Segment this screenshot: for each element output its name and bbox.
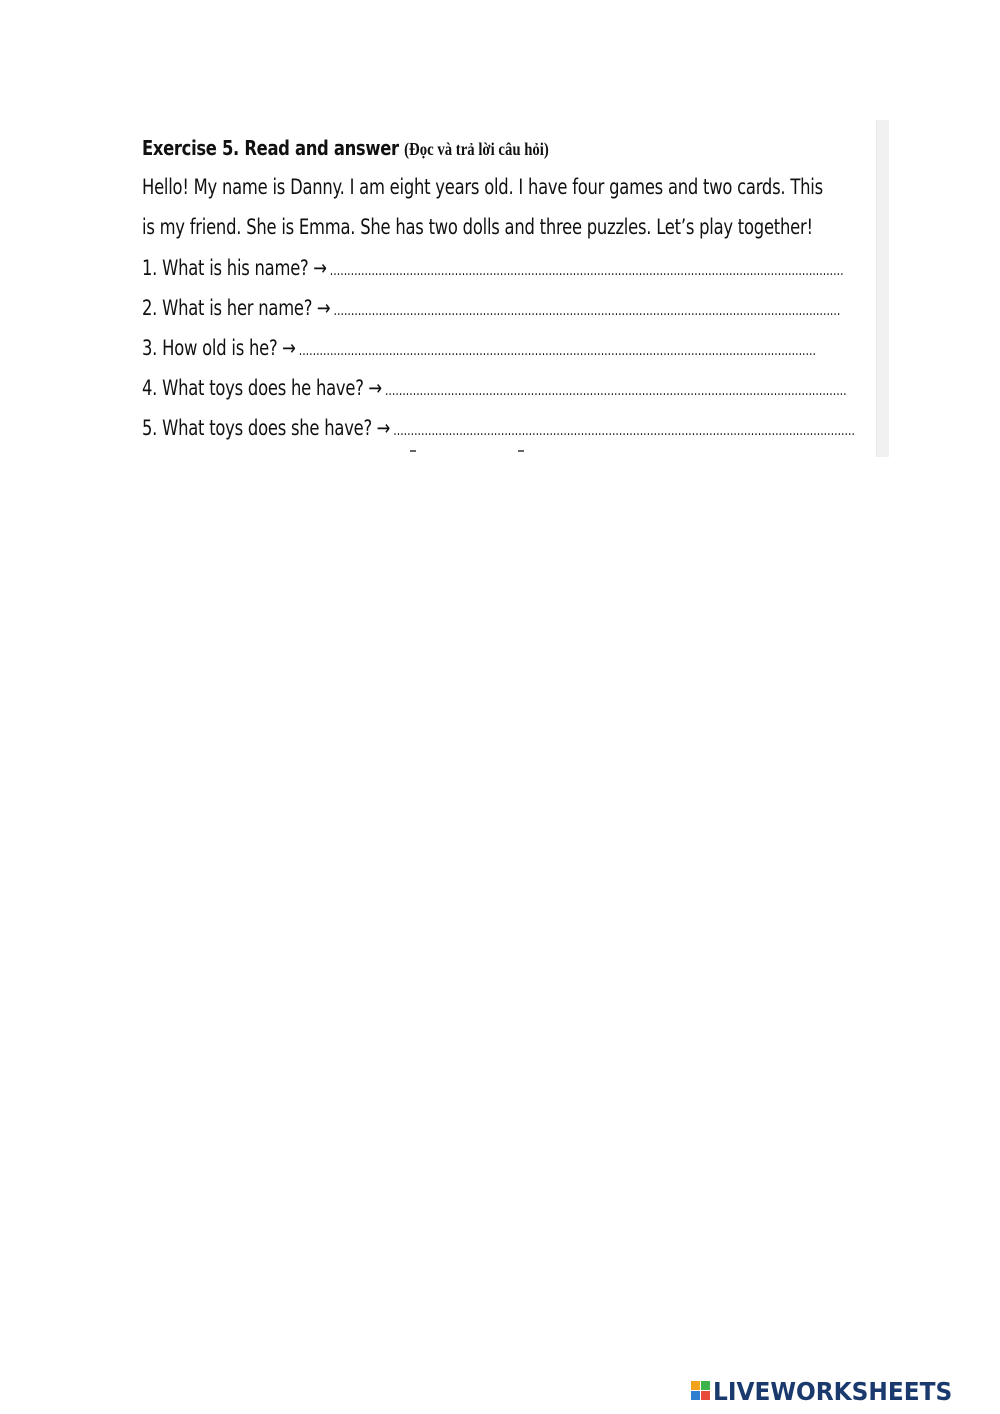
image-right-edge — [876, 120, 889, 457]
question-2 — [142, 296, 840, 320]
answer-blank[interactable]: .................................................................................................................................................. — [333, 303, 841, 319]
logo-square-blue — [691, 1391, 700, 1400]
question-text: 1. What is his name? — [142, 256, 309, 280]
liveworksheets-brand[interactable] — [691, 1376, 970, 1406]
worksheet-image — [130, 120, 888, 457]
logo-square-red — [701, 1391, 710, 1400]
question-text: 4. What toys does he have? — [142, 376, 364, 400]
liveworksheets-logo-icon — [691, 1381, 711, 1401]
answer-blank[interactable]: ..................................................................................................................................... — [393, 423, 855, 439]
arrow-icon: → — [368, 376, 382, 400]
question-1 — [142, 256, 844, 280]
exercise-title: Exercise 5. Read and answer — [142, 136, 399, 160]
answer-blank[interactable]: .................................................................................................................................................... — [329, 263, 844, 279]
exercise-title-vietnamese: (Đọc và trả lời câu hỏi) — [404, 139, 549, 159]
brand-name: LIVEWORKSHEETS — [713, 1376, 953, 1406]
question-text: 3. How old is he? — [142, 336, 278, 360]
question-text: 5. What toys does she have? — [142, 416, 372, 440]
reading-passage-line-1: Hello! My name is Danny. I am eight years old. I have four games and two cards. This — [142, 175, 823, 199]
arrow-icon: → — [376, 416, 391, 440]
answer-blank[interactable]: ..................................................................................................................................... — [384, 383, 847, 399]
question-3 — [142, 336, 816, 360]
reading-passage-line-2: is my friend. She is Emma. She has two dolls and three puzzles. Let’s play together! — [142, 215, 813, 239]
answer-blank[interactable]: ..................................................................................................................................................... — [298, 343, 816, 359]
question-4 — [142, 376, 847, 400]
logo-square-orange — [691, 1381, 700, 1390]
question-text: 2. What is her name? — [142, 296, 313, 320]
arrow-icon: → — [282, 336, 296, 360]
exercise-heading — [142, 136, 549, 160]
logo-square-green — [701, 1381, 710, 1390]
arrow-icon: → — [313, 256, 327, 280]
cropped-text-fragments — [400, 450, 560, 456]
question-5 — [142, 416, 855, 440]
arrow-icon: → — [316, 296, 331, 320]
